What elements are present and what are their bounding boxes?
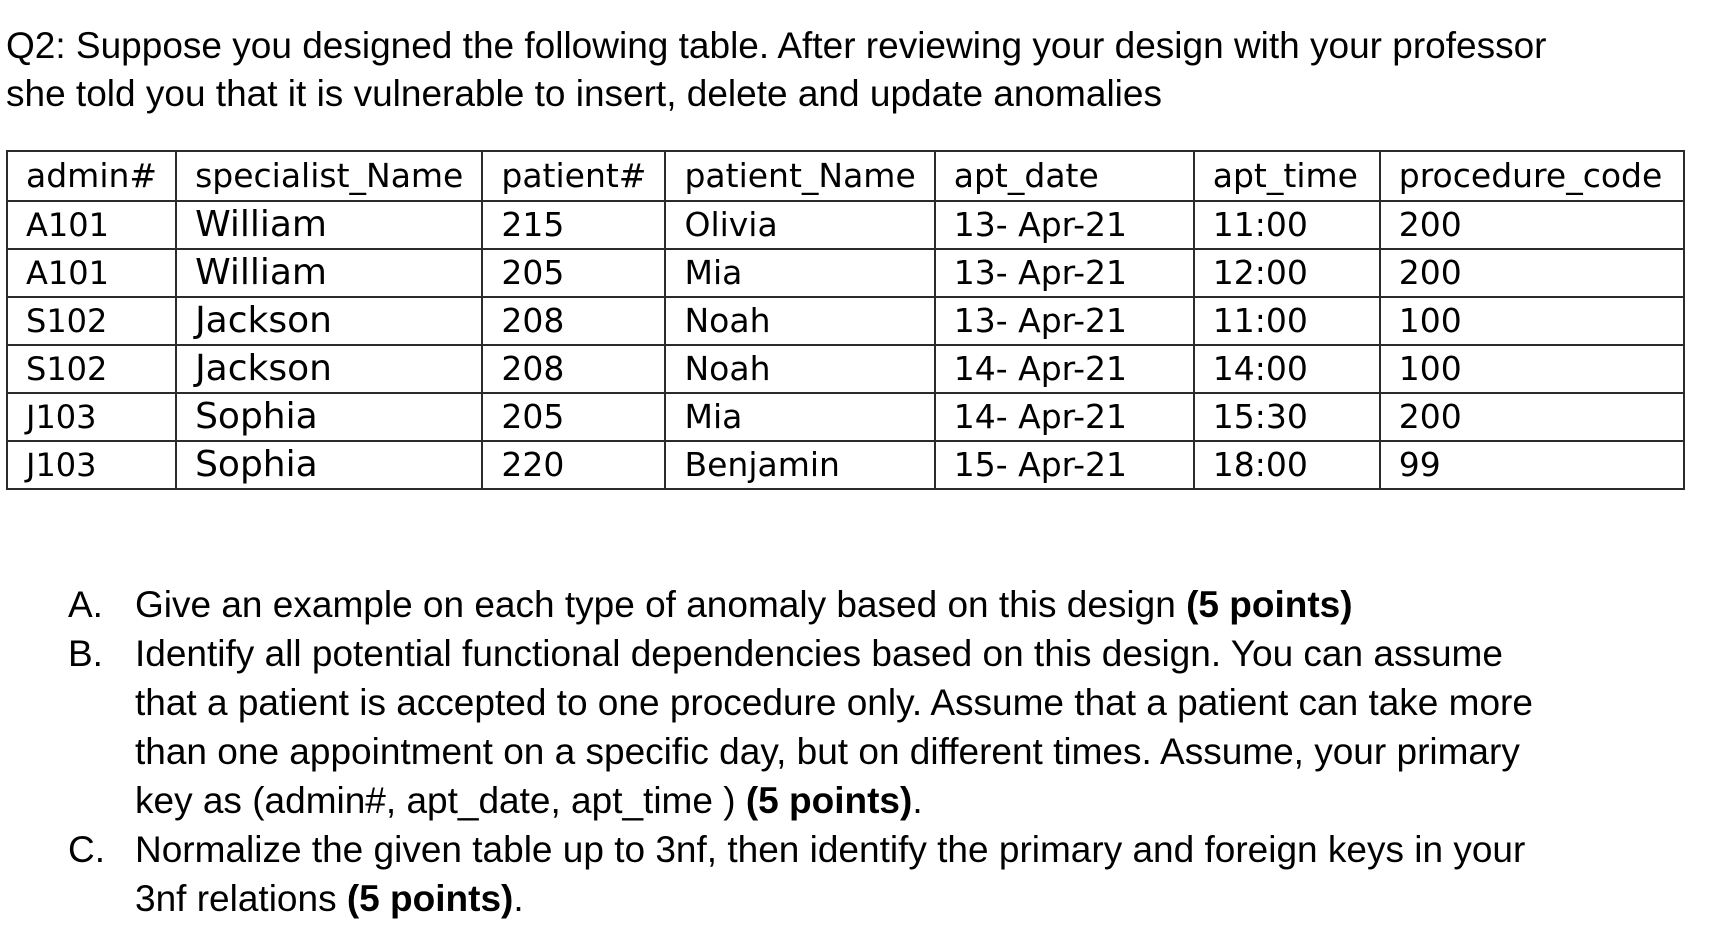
task-marker: A.	[68, 584, 103, 625]
cell-apt-time: 12:00	[1194, 249, 1380, 297]
task-body	[135, 580, 1655, 629]
cell-procedure-code: 200	[1380, 201, 1684, 249]
cell-apt-time: 11:00	[1194, 297, 1380, 345]
cell-specialist-name: Sophia	[176, 441, 482, 489]
points-label: (5 points)	[1186, 584, 1353, 625]
cell-patient-name: Benjamin	[665, 441, 934, 489]
cell-apt-time: 15:30	[1194, 393, 1380, 441]
task-marker: C.	[68, 829, 105, 870]
cell-admin: A101	[7, 249, 176, 297]
col-header-patient-number: patient#	[482, 151, 665, 201]
cell-apt-date: 13- Apr-21	[935, 201, 1194, 249]
task-text-end: .	[513, 878, 524, 919]
cell-patient-name: Noah	[665, 345, 934, 393]
question-prompt	[6, 22, 1696, 118]
cell-procedure-code: 100	[1380, 345, 1684, 393]
task-body	[135, 629, 1655, 825]
task-text-end: .	[912, 780, 923, 821]
cell-apt-date: 13- Apr-21	[935, 297, 1194, 345]
cell-patient-name: Mia	[665, 249, 934, 297]
cell-procedure-code: 200	[1380, 249, 1684, 297]
col-header-apt-date: apt_date	[935, 151, 1194, 201]
cell-admin: S102	[7, 345, 176, 393]
task-line: Identify all potential functional dependencies based on this design. You can assume	[135, 633, 1503, 674]
patient-appointments-table	[6, 150, 1685, 490]
points-label: (5 points)	[745, 780, 913, 821]
cell-patient-number: 208	[482, 345, 665, 393]
cell-specialist-name: Jackson	[176, 297, 482, 345]
cell-apt-time: 18:00	[1194, 441, 1380, 489]
task-text: 3nf relations	[135, 878, 347, 919]
col-header-patient-name: patient_Name	[665, 151, 934, 201]
task-marker: B.	[68, 633, 103, 674]
table-row	[7, 249, 1684, 297]
task-line	[135, 580, 1655, 629]
cell-patient-number: 205	[482, 393, 665, 441]
table-row	[7, 393, 1684, 441]
table-row	[7, 441, 1684, 489]
cell-specialist-name: Jackson	[176, 345, 482, 393]
task-c	[68, 825, 1668, 923]
cell-patient-name: Olivia	[665, 201, 934, 249]
task-line: that a patient is accepted to one procedure only. Assume that a patient can take more	[135, 682, 1533, 723]
cell-procedure-code: 99	[1380, 441, 1684, 489]
task-b	[68, 629, 1668, 825]
task-list	[68, 580, 1668, 923]
question-line-2: she told you that it is vulnerable to insert, delete and update anomalies	[6, 73, 1162, 114]
cell-patient-name: Noah	[665, 297, 934, 345]
cell-admin: A101	[7, 201, 176, 249]
task-line	[135, 776, 1655, 825]
cell-patient-name: Mia	[665, 393, 934, 441]
cell-patient-number: 215	[482, 201, 665, 249]
cell-admin: J103	[7, 441, 176, 489]
cell-apt-time: 14:00	[1194, 345, 1380, 393]
col-header-admin: admin#	[7, 151, 176, 201]
points-label: (5 points)	[346, 878, 514, 919]
cell-apt-date: 15- Apr-21	[935, 441, 1194, 489]
cell-patient-number: 208	[482, 297, 665, 345]
question-line-1: Q2: Suppose you designed the following table. After reviewing your design with your professor	[6, 25, 1547, 66]
cell-specialist-name: William	[176, 201, 482, 249]
cell-patient-number: 220	[482, 441, 665, 489]
task-text: Give an example on each type of anomaly based on this design	[135, 584, 1187, 625]
table-row	[7, 345, 1684, 393]
task-line: Normalize the given table up to 3nf, then identify the primary and foreign keys in your	[135, 829, 1526, 870]
cell-admin: S102	[7, 297, 176, 345]
cell-specialist-name: William	[176, 249, 482, 297]
cell-specialist-name: Sophia	[176, 393, 482, 441]
task-body	[135, 825, 1655, 923]
task-line: than one appointment on a specific day, but on different times. Assume, your primary	[135, 731, 1520, 772]
table-header-row	[7, 151, 1684, 201]
task-text: key as (admin#, apt_date, apt_time )	[135, 780, 746, 821]
cell-patient-number: 205	[482, 249, 665, 297]
task-line	[135, 874, 1655, 923]
col-header-specialist-name: specialist_Name	[176, 151, 482, 201]
cell-procedure-code: 200	[1380, 393, 1684, 441]
cell-apt-date: 14- Apr-21	[935, 393, 1194, 441]
cell-admin: J103	[7, 393, 176, 441]
col-header-apt-time: apt_time	[1194, 151, 1380, 201]
col-header-procedure-code: procedure_code	[1380, 151, 1684, 201]
cell-apt-date: 13- Apr-21	[935, 249, 1194, 297]
table-row	[7, 201, 1684, 249]
cell-apt-date: 14- Apr-21	[935, 345, 1194, 393]
cell-procedure-code: 100	[1380, 297, 1684, 345]
cell-apt-time: 11:00	[1194, 201, 1380, 249]
table-row	[7, 297, 1684, 345]
task-a	[68, 580, 1668, 629]
